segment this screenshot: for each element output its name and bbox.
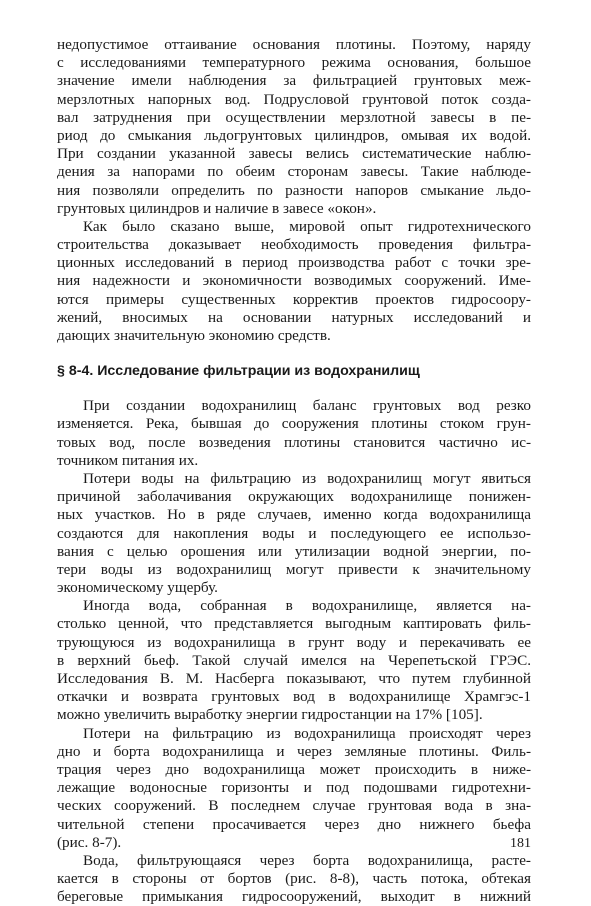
text-line: ционных исследований в период производства работ с точки зре-	[57, 254, 531, 272]
text-line: жений, вносимых на основании натурных исследований и	[57, 308, 531, 326]
paragraphs-top	[57, 36, 531, 345]
text-line: в верхний бьеф. Такой случай имелся на Черепетьской ГРЭС.	[57, 651, 531, 669]
text-line: дения за напорами по обеим сторонам завесы. Такие наблюде-	[57, 163, 531, 181]
text-line: трующуюся из водохранилища в грунт воду и перекачивать ее	[57, 633, 531, 651]
text-line: мерзлотных напорных вод. Подрусловой грунтовой поток созда-	[57, 90, 531, 108]
text-line: можно увеличить выработку энергии гидростанции на 17% [105].	[57, 706, 483, 724]
text-line: риод до смыкания льдогрунтовых цилиндров, омывая их водой.	[57, 126, 531, 144]
text-line: тери воды из водохранилищ могут привести к значительному	[57, 560, 531, 578]
text-line: недопустимое оттаивание основания плотины. Поэтому, наряду	[57, 36, 531, 53]
paragraph	[57, 218, 531, 345]
text-line: При создании указанной завесы велись систематические наблю-	[57, 145, 531, 163]
text-line: Исследования В. М. Насберга показывают, что путем глубинной	[57, 670, 531, 687]
text-line: вания с целью орошения или утилизации водной энергии, по-	[57, 542, 531, 560]
text-line: значение имели наблюдения за фильтрацией грунтовых меж-	[57, 72, 531, 90]
text-line: с исследованиями температурного режима основания, большое	[57, 54, 531, 72]
text-line: ных участков. Но в ряде случаев, именно когда водохранилища	[57, 506, 531, 524]
text-line: изменяется. Река, бывшая до сооружения плотины стоком грун-	[57, 415, 531, 433]
page-number: 181	[510, 836, 531, 851]
text-line: вал затруднения при осуществлении мерзлотной завесы в пе-	[57, 108, 531, 126]
text-line: экономическому ущербу.	[57, 579, 218, 597]
text-line: береговые примыкания гидросооружений, выходит в нижний	[57, 888, 531, 906]
paragraphs-bottom	[57, 397, 531, 906]
text-line: кается в стороны от бортов (рис. 8-8), часть потока, обтекая	[57, 870, 531, 888]
text-line: При создании водохранилищ баланс грунтовых вод резко	[83, 397, 531, 415]
text-line: создаются для накопления воды и последующего ее использо-	[57, 524, 531, 542]
text-line: Вода, фильтрующаяся через борта водохранилища, расте-	[83, 851, 531, 869]
page-body	[57, 36, 531, 906]
text-line: Иногда вода, собранная в водохранилище, является на-	[83, 597, 531, 615]
paragraph	[57, 397, 531, 470]
text-line: Как было сказано выше, мировой опыт гидротехнического	[83, 217, 531, 235]
text-line: дно и борта водохранилища и через земляные плотины. Филь-	[57, 742, 531, 760]
text-line: точником питания их.	[57, 451, 199, 469]
paragraph	[57, 852, 531, 906]
text-line: чительной степени просачивается через дно нижнего бьефа	[57, 815, 531, 833]
text-line: ческих сооружений. В последнем случае грунтовая вода в зна-	[57, 797, 531, 815]
text-line: ются примеры существенных корректив проектов гидросоору-	[57, 290, 531, 308]
text-line: ния позволяли определить по разности напоров смыкание льдо-	[57, 181, 531, 199]
paragraph	[57, 597, 531, 724]
paragraph	[57, 470, 531, 597]
paragraph	[57, 725, 531, 852]
text-line: Потери на фильтрацию из водохранилища происходят через	[83, 724, 531, 742]
text-line: строительства доказывает необходимость проведения фильтра-	[57, 236, 531, 254]
text-line: причиной заболачивания окружающих водохранилище понижен-	[57, 488, 531, 506]
section-heading: § 8-4. Исследование фильтрации из водохранилищ	[57, 363, 420, 380]
text-line: (рис. 8-7).	[57, 833, 122, 851]
text-line: откачки и возврата грунтовых вод в водохранилище Храмгэс-1	[57, 688, 531, 706]
text-line: трация через дно водохранилища может происходить в ниже-	[57, 760, 531, 778]
text-line: лежащие водоносные горизонты и под подошвами гидротехни-	[57, 779, 531, 797]
text-line: ния надежности и экономичности возводимых сооружений. Име-	[57, 272, 531, 290]
text-line: столько ценной, что представляется выгодным каптировать филь-	[57, 615, 531, 633]
text-line: дающих значительную экономию средств.	[57, 327, 331, 344]
paragraph	[57, 36, 531, 218]
text-line: товых вод, после возведения плотины становится частично ис-	[57, 433, 531, 451]
text-line: Потери воды на фильтрацию из водохранилищ могут явиться	[83, 469, 531, 487]
text-line: грунтовых цилиндров и наличие в завесе «окон».	[57, 199, 377, 217]
